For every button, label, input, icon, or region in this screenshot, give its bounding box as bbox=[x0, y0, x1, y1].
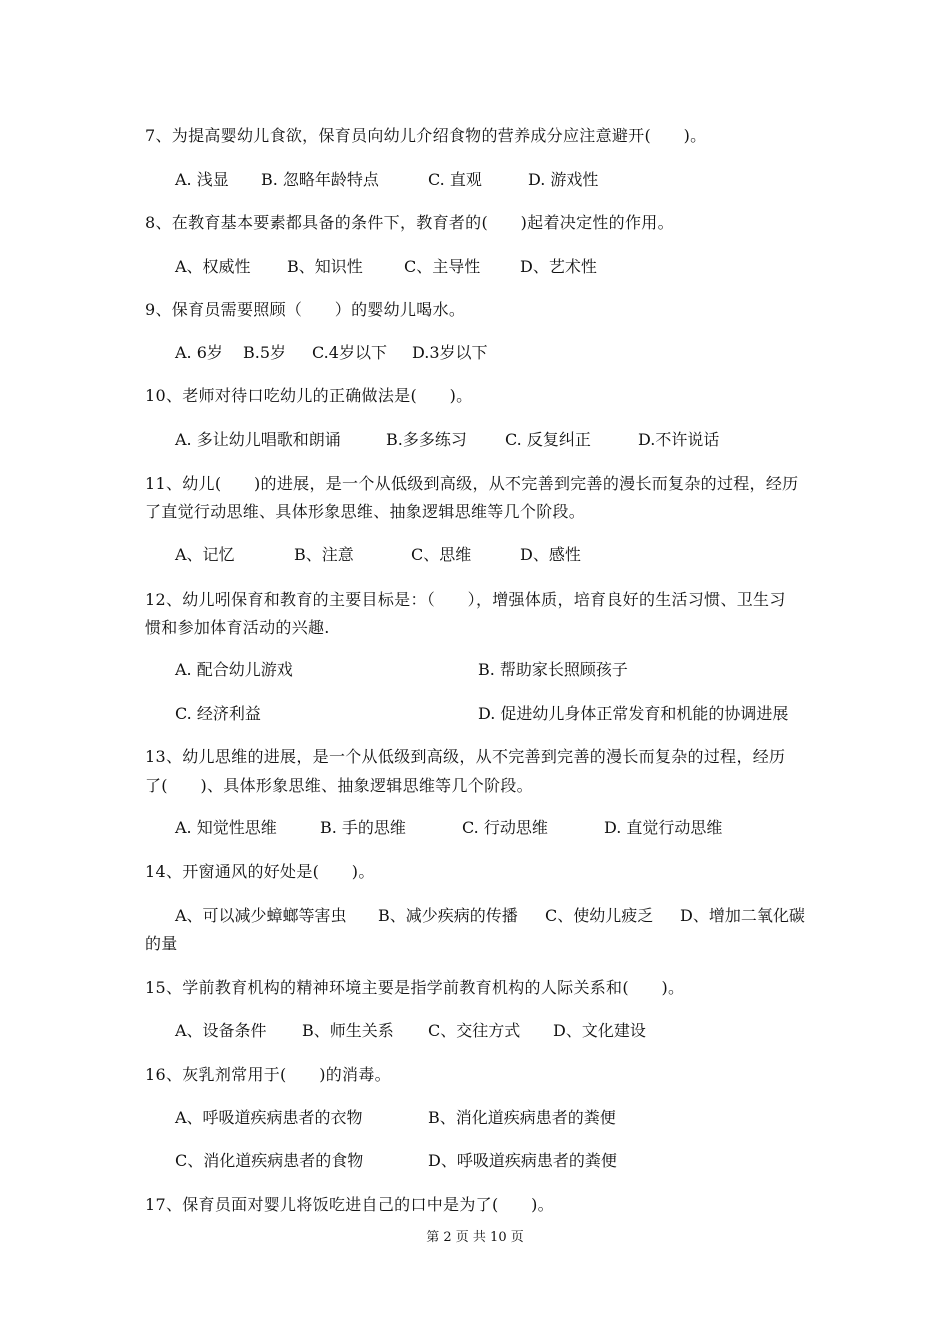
question-14-option-d: D、增加二氧化碳 bbox=[680, 906, 805, 925]
question-13-option-a: A. 知觉性思维 bbox=[175, 818, 277, 837]
question-13-option-d: D. 直觉行动思维 bbox=[604, 818, 723, 837]
question-13-text-line-1: 13、幼儿思维的进展，是一个从低级到高级，从不完善到完善的漫长而复杂的过程，经历 bbox=[145, 747, 786, 766]
question-16-text: 16、灰乳剂常用于( )的消毒。 bbox=[145, 1065, 391, 1084]
question-8-option-b: B、知识性 bbox=[287, 257, 363, 276]
question-7-option-b: B. 忽略年龄特点 bbox=[261, 170, 379, 189]
question-7-option-c: C. 直观 bbox=[428, 170, 482, 189]
question-9-option-a: A. 6岁 bbox=[175, 343, 223, 362]
question-8-option-c: C、主导性 bbox=[404, 257, 481, 276]
question-7-option-a: A. 浅显 bbox=[175, 170, 229, 189]
question-7-text: 7、为提高婴幼儿食欲，保育员向幼儿介绍食物的营养成分应注意避开( )。 bbox=[145, 126, 707, 145]
question-8-option-a: A、权威性 bbox=[175, 257, 251, 276]
question-8-option-d: D、艺术性 bbox=[520, 257, 597, 276]
question-11-option-c: C、思维 bbox=[411, 545, 472, 564]
question-11-option-a: A、记忆 bbox=[175, 545, 235, 564]
question-12-option-d: D. 促进幼儿身体正常发育和机能的协调进展 bbox=[478, 704, 789, 723]
question-14-option-c: C、使幼儿疲乏 bbox=[545, 906, 654, 925]
question-8-text: 8、在教育基本要素都具备的条件下，教育者的( )起着决定性的作用。 bbox=[145, 213, 674, 232]
question-9-option-d: D.3岁以下 bbox=[412, 343, 488, 362]
question-13-option-c: C. 行动思维 bbox=[462, 818, 548, 837]
question-14-option-b: B、减少疾病的传播 bbox=[378, 906, 518, 925]
question-12-text-line-1: 12、幼儿吲保育和教育的主要目标是：（ ），增强体质，培育良好的生活习惯、卫生习 bbox=[145, 590, 786, 609]
question-13-text-line-2: 了( )、具体形象思维、抽象逻辑思维等几个阶段。 bbox=[145, 776, 533, 795]
question-10-option-a: A. 多让幼儿唱歌和朗诵 bbox=[175, 430, 341, 449]
question-10-option-d: D.不许说话 bbox=[638, 430, 720, 449]
question-13-option-b: B. 手的思维 bbox=[320, 818, 406, 837]
question-16-option-a: A、呼吸道疾病患者的衣物 bbox=[175, 1108, 363, 1127]
question-10-option-c: C. 反复纠正 bbox=[505, 430, 591, 449]
question-16-option-b: B、消化道疾病患者的粪便 bbox=[428, 1108, 616, 1127]
question-12-option-a: A. 配合幼儿游戏 bbox=[175, 660, 293, 679]
question-16-option-c: C、消化道疾病患者的食物 bbox=[175, 1151, 364, 1170]
question-14-option-d-continuation: 的量 bbox=[145, 934, 178, 953]
question-15-text: 15、学前教育机构的精神环境主要是指学前教育机构的人际关系和( )。 bbox=[145, 978, 685, 997]
question-15-option-b: B、师生关系 bbox=[302, 1021, 394, 1040]
question-11-option-d: D、感性 bbox=[520, 545, 581, 564]
question-15-option-a: A、设备条件 bbox=[175, 1021, 267, 1040]
question-7-option-d: D. 游戏性 bbox=[528, 170, 599, 189]
question-15-option-c: C、交往方式 bbox=[428, 1021, 521, 1040]
question-12-option-b: B. 帮助家长照顾孩子 bbox=[478, 660, 628, 679]
question-9-option-b: B.5岁 bbox=[243, 343, 287, 362]
question-12-text-line-2: 惯和参加体育活动的兴趣. bbox=[145, 618, 330, 637]
question-10-option-b: B.多多练习 bbox=[386, 430, 467, 449]
question-11-text-line-2: 了直觉行动思维、具体形象思维、抽象逻辑思维等几个阶段。 bbox=[145, 502, 586, 521]
question-12-option-c: C. 经济利益 bbox=[175, 704, 261, 723]
question-11-text-line-1: 11、幼儿( )的进展，是一个从低级到高级，从不完善到完善的漫长而复杂的过程，经历 bbox=[145, 474, 799, 493]
question-15-option-d: D、文化建设 bbox=[553, 1021, 646, 1040]
question-14-option-a: A、可以减少蟑螂等害虫 bbox=[175, 906, 347, 925]
question-16-option-d: D、呼吸道疾病患者的粪便 bbox=[428, 1151, 617, 1170]
question-10-text: 10、老师对待口吃幼儿的正确做法是( )。 bbox=[145, 386, 473, 405]
question-11-option-b: B、注意 bbox=[294, 545, 354, 564]
question-9-option-c: C.4岁以下 bbox=[312, 343, 387, 362]
page-number-footer: 第 2 页 共 10 页 bbox=[426, 1230, 524, 1245]
question-14-text: 14、开窗通风的好处是( )。 bbox=[145, 862, 375, 881]
question-17-text: 17、保育员面对婴儿将饭吃进自己的口中是为了( )。 bbox=[145, 1195, 554, 1214]
question-9-text: 9、保育员需要照顾（ ）的婴幼儿喝水。 bbox=[145, 300, 466, 319]
